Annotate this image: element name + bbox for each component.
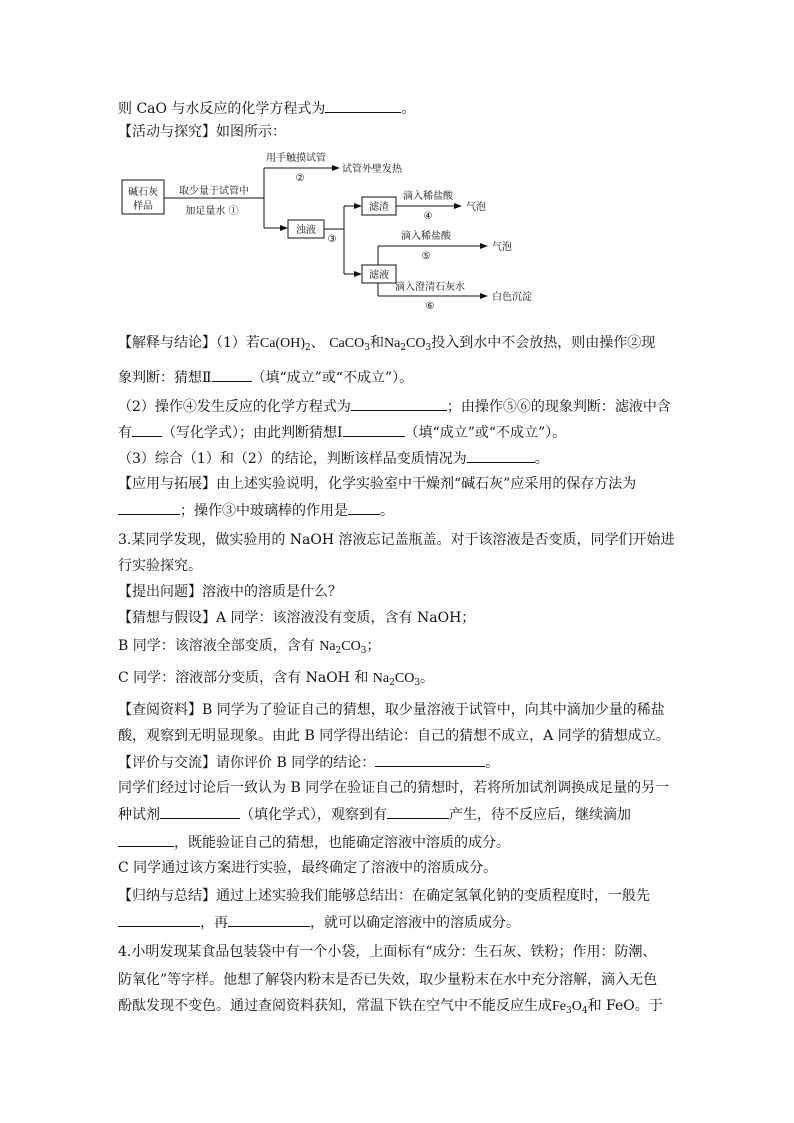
line-text: 【猜想与假设】A 同学：该溶液没有变质，含有 NaOH； xyxy=(118,610,476,626)
answer-blank[interactable] xyxy=(228,912,310,927)
text-line-10 xyxy=(118,530,675,550)
text-line-2 xyxy=(118,122,286,142)
text-line-14 xyxy=(118,636,380,661)
line-text: 投入到水中不会放热，则由操作②现 xyxy=(431,335,656,351)
line-text: 。 xyxy=(401,101,416,117)
text-line-11 xyxy=(118,556,202,576)
text-line-4 xyxy=(118,367,413,388)
chem-subscript: 2 xyxy=(335,646,342,656)
text-line-5 xyxy=(118,396,671,417)
line-text: 【应用与拓展】由上述实验说明，化学实验室中干燥剂“碱石灰”应采用的保存方法为 xyxy=(118,476,637,492)
answer-blank[interactable] xyxy=(160,804,240,819)
line-text: 防氧化”等字样。他想了解袋内粉末是否已失效，取少量粉末在水中充分溶解，滴入无色 xyxy=(118,972,658,988)
chem-formula: O xyxy=(571,999,582,1014)
line-text: 、 xyxy=(310,335,325,351)
line-text: 。 xyxy=(380,503,394,519)
text-line-6 xyxy=(118,422,566,443)
answer-blank[interactable] xyxy=(351,396,447,411)
chem-formula: CO xyxy=(341,639,361,654)
text-line-1 xyxy=(118,98,415,119)
line-text: 。 xyxy=(420,670,435,686)
line-text: 象判断：猜想Ⅱ xyxy=(118,370,212,386)
text-line-19 xyxy=(118,778,669,798)
line-text: （写化学式）；由此判断猜想Ⅰ xyxy=(162,425,343,441)
to-residue-arrow xyxy=(354,203,362,209)
line-text: 【活动与探究】如图所示： xyxy=(118,124,286,140)
step1-bottom-label: 加足量水 ① xyxy=(185,206,239,217)
touch-arrow-head xyxy=(332,165,340,171)
to-turbid-arrow xyxy=(280,225,288,231)
line-text: 则 CaO 与水反应的化学方程式为 xyxy=(118,101,326,117)
line-text: （填化学式），观察到有 xyxy=(240,807,387,823)
chem-subscript: 3 xyxy=(360,646,367,656)
answer-blank[interactable] xyxy=(118,912,200,927)
answer-blank[interactable] xyxy=(212,367,252,382)
text-line-17 xyxy=(118,726,670,746)
experiment-flow-diagram xyxy=(118,150,578,310)
line-text: C 同学：溶液部分变质，含有 NaOH 和 xyxy=(118,670,373,686)
text-line-21 xyxy=(118,832,510,853)
text-line-13 xyxy=(118,608,475,628)
answer-blank[interactable] xyxy=(118,500,180,515)
text-line-9 xyxy=(118,500,394,521)
answer-blank[interactable] xyxy=(467,448,535,463)
line-text: 。 xyxy=(485,755,500,771)
chem-subscript: 2 xyxy=(305,343,311,353)
residue-label: 滤渣 xyxy=(369,202,389,213)
line-text: 【解释与结论】（1）若 xyxy=(118,335,260,351)
filtrate-num-1: ⑤ xyxy=(421,251,431,262)
chem-formula: Fe xyxy=(552,999,566,1014)
line-text: 3.某同学发现，做实验用的 NaOH 溶液忘记盖瓶盖。对于该溶液是否变质，同学们开始进 xyxy=(118,532,675,548)
text-line-18 xyxy=(118,752,499,773)
chem-subscript: 2 xyxy=(400,343,407,353)
step3-num: ③ xyxy=(327,234,337,245)
line-text: （2）操作④发生反应的化学方程式为 xyxy=(118,399,351,415)
text-line-24 xyxy=(118,912,520,933)
residue-num: ④ xyxy=(423,211,433,222)
line-text: ，再 xyxy=(200,915,228,931)
chem-formula: CaCO xyxy=(329,336,365,351)
residue-result: 气泡 xyxy=(466,202,486,213)
filtrate-action-1: 滴入稀盐酸 xyxy=(401,231,451,242)
text-line-15 xyxy=(118,668,434,693)
line-text: （填“成立”或“不成立”）。 xyxy=(404,425,567,441)
text-line-3 xyxy=(118,333,655,358)
line-text: B 同学：该溶液全部变质，含有 xyxy=(118,638,320,654)
chem-formula: Na xyxy=(372,671,390,686)
line-text: （填“成立”或“不成立”）。 xyxy=(251,370,414,386)
line-text: ；操作③中玻璃棒的作用是 xyxy=(180,503,348,519)
chem-formula: Na xyxy=(319,639,336,654)
line-text: 行实验探究。 xyxy=(118,558,202,574)
text-line-20 xyxy=(118,804,631,825)
text-line-16 xyxy=(118,700,665,720)
text-line-27 xyxy=(118,996,663,1021)
answer-blank[interactable] xyxy=(132,422,162,437)
line-text: ； xyxy=(366,638,381,654)
text-line-7 xyxy=(118,448,549,469)
to-filtrate-arrow xyxy=(354,271,362,277)
filtrate-arrow-head-1 xyxy=(480,243,488,249)
line-text: 和 FeO。于 xyxy=(587,998,663,1014)
line-text: 种试剂 xyxy=(118,807,160,823)
line-text: 酚酞发现不变色。通过查阅资料获知，常温下铁在空气中不能反应生成 xyxy=(118,998,552,1014)
text-line-8 xyxy=(118,474,636,494)
chem-subscript: 3 xyxy=(566,1006,572,1016)
line-text: 4.小明发现某食品包装袋中有一个小袋，上面标有“成分：生石灰、铁粉；作用：防潮、 xyxy=(118,944,657,960)
answer-blank[interactable] xyxy=(348,500,380,515)
chem-subscript: 4 xyxy=(581,1006,588,1016)
chem-subscript: 2 xyxy=(389,678,395,688)
step1-top-label: 取少量于试管中 xyxy=(179,186,249,197)
line-text: ；由操作⑤⑥的现象判断：滤液中含 xyxy=(446,399,671,415)
line-text: 【提出问题】溶液中的溶质是什么？ xyxy=(118,584,342,600)
text-line-12 xyxy=(118,582,342,602)
line-text: （3）综合（1）和（2）的结论，判断该样品变质情况为 xyxy=(118,451,467,467)
text-line-22 xyxy=(118,858,497,878)
line-text: 同学们经过讨论后一致认为 B 同学在验证自己的猜想时，若将所加试剂调换成足量的另一 xyxy=(118,780,670,796)
chem-subscript: 3 xyxy=(414,678,421,688)
chem-formula: CO xyxy=(406,336,426,351)
residue-action: 滴入稀盐酸 xyxy=(403,191,453,202)
filtrate-result-1: 气泡 xyxy=(492,242,512,253)
answer-blank[interactable] xyxy=(118,832,174,847)
line-text: ，既能验证自己的猜想，也能确定溶液中溶质的成分。 xyxy=(174,835,510,851)
line-text: 。 xyxy=(534,451,549,467)
text-line-25 xyxy=(118,942,657,962)
text-line-23 xyxy=(118,886,650,906)
answer-blank[interactable] xyxy=(343,422,405,437)
line-text: 有 xyxy=(118,425,132,441)
text-line-26 xyxy=(118,970,657,990)
residue-arrow-head xyxy=(454,203,462,209)
touch-label: 用手触摸试管 xyxy=(266,153,326,164)
chem-subscript: 3 xyxy=(364,343,370,353)
line-text: C 同学通过该方案进行实验，最终确定了溶液中的溶质成分。 xyxy=(118,860,498,876)
chem-formula: Ca(OH) xyxy=(259,336,306,351)
line-text: 【评价与交流】请你评价 B 同学的结论： xyxy=(118,755,376,771)
line-text: 【查阅资料】B 同学为了验证自己的猜想，取少量溶液于试管中，向其中滴加少量的稀盐 xyxy=(118,702,665,718)
filtrate-action-2: 滴入澄清石灰水 xyxy=(395,282,465,293)
line-text: 【归纳与总结】通过上述实验我们能够总结出：在确定氢氧化钠的变质程度时，一般先 xyxy=(118,888,650,904)
line-text: 酸，观察到无明显现象。由此 B 同学得出结论：自己的猜想不成立，A 同学的猜想成立。 xyxy=(118,728,670,744)
turbid-label: 浊液 xyxy=(296,225,316,236)
line-text: 产生，待不反应后，继续滴加 xyxy=(449,807,631,823)
answer-blank[interactable] xyxy=(375,752,485,767)
filtrate-result-2: 白色沉淀 xyxy=(492,292,532,303)
answer-blank[interactable] xyxy=(387,804,449,819)
chem-subscript: 3 xyxy=(425,343,432,353)
filtrate-label: 滤液 xyxy=(369,270,389,281)
sample-label-1: 碱石灰 xyxy=(128,187,158,198)
line-text: 和 xyxy=(369,335,384,351)
filtrate-num-2: ⑥ xyxy=(425,301,435,310)
filtrate-arrow-head-2 xyxy=(480,293,488,299)
chem-formula: Na xyxy=(383,336,401,351)
touch-num: ② xyxy=(295,173,305,184)
line-text: ，就可以确定溶液中的溶质成分。 xyxy=(310,915,520,931)
answer-blank[interactable] xyxy=(325,98,401,113)
touch-result: 试管外壁发热 xyxy=(342,164,402,175)
sample-label-2: 样品 xyxy=(133,201,153,212)
chem-formula: CO xyxy=(394,671,415,686)
